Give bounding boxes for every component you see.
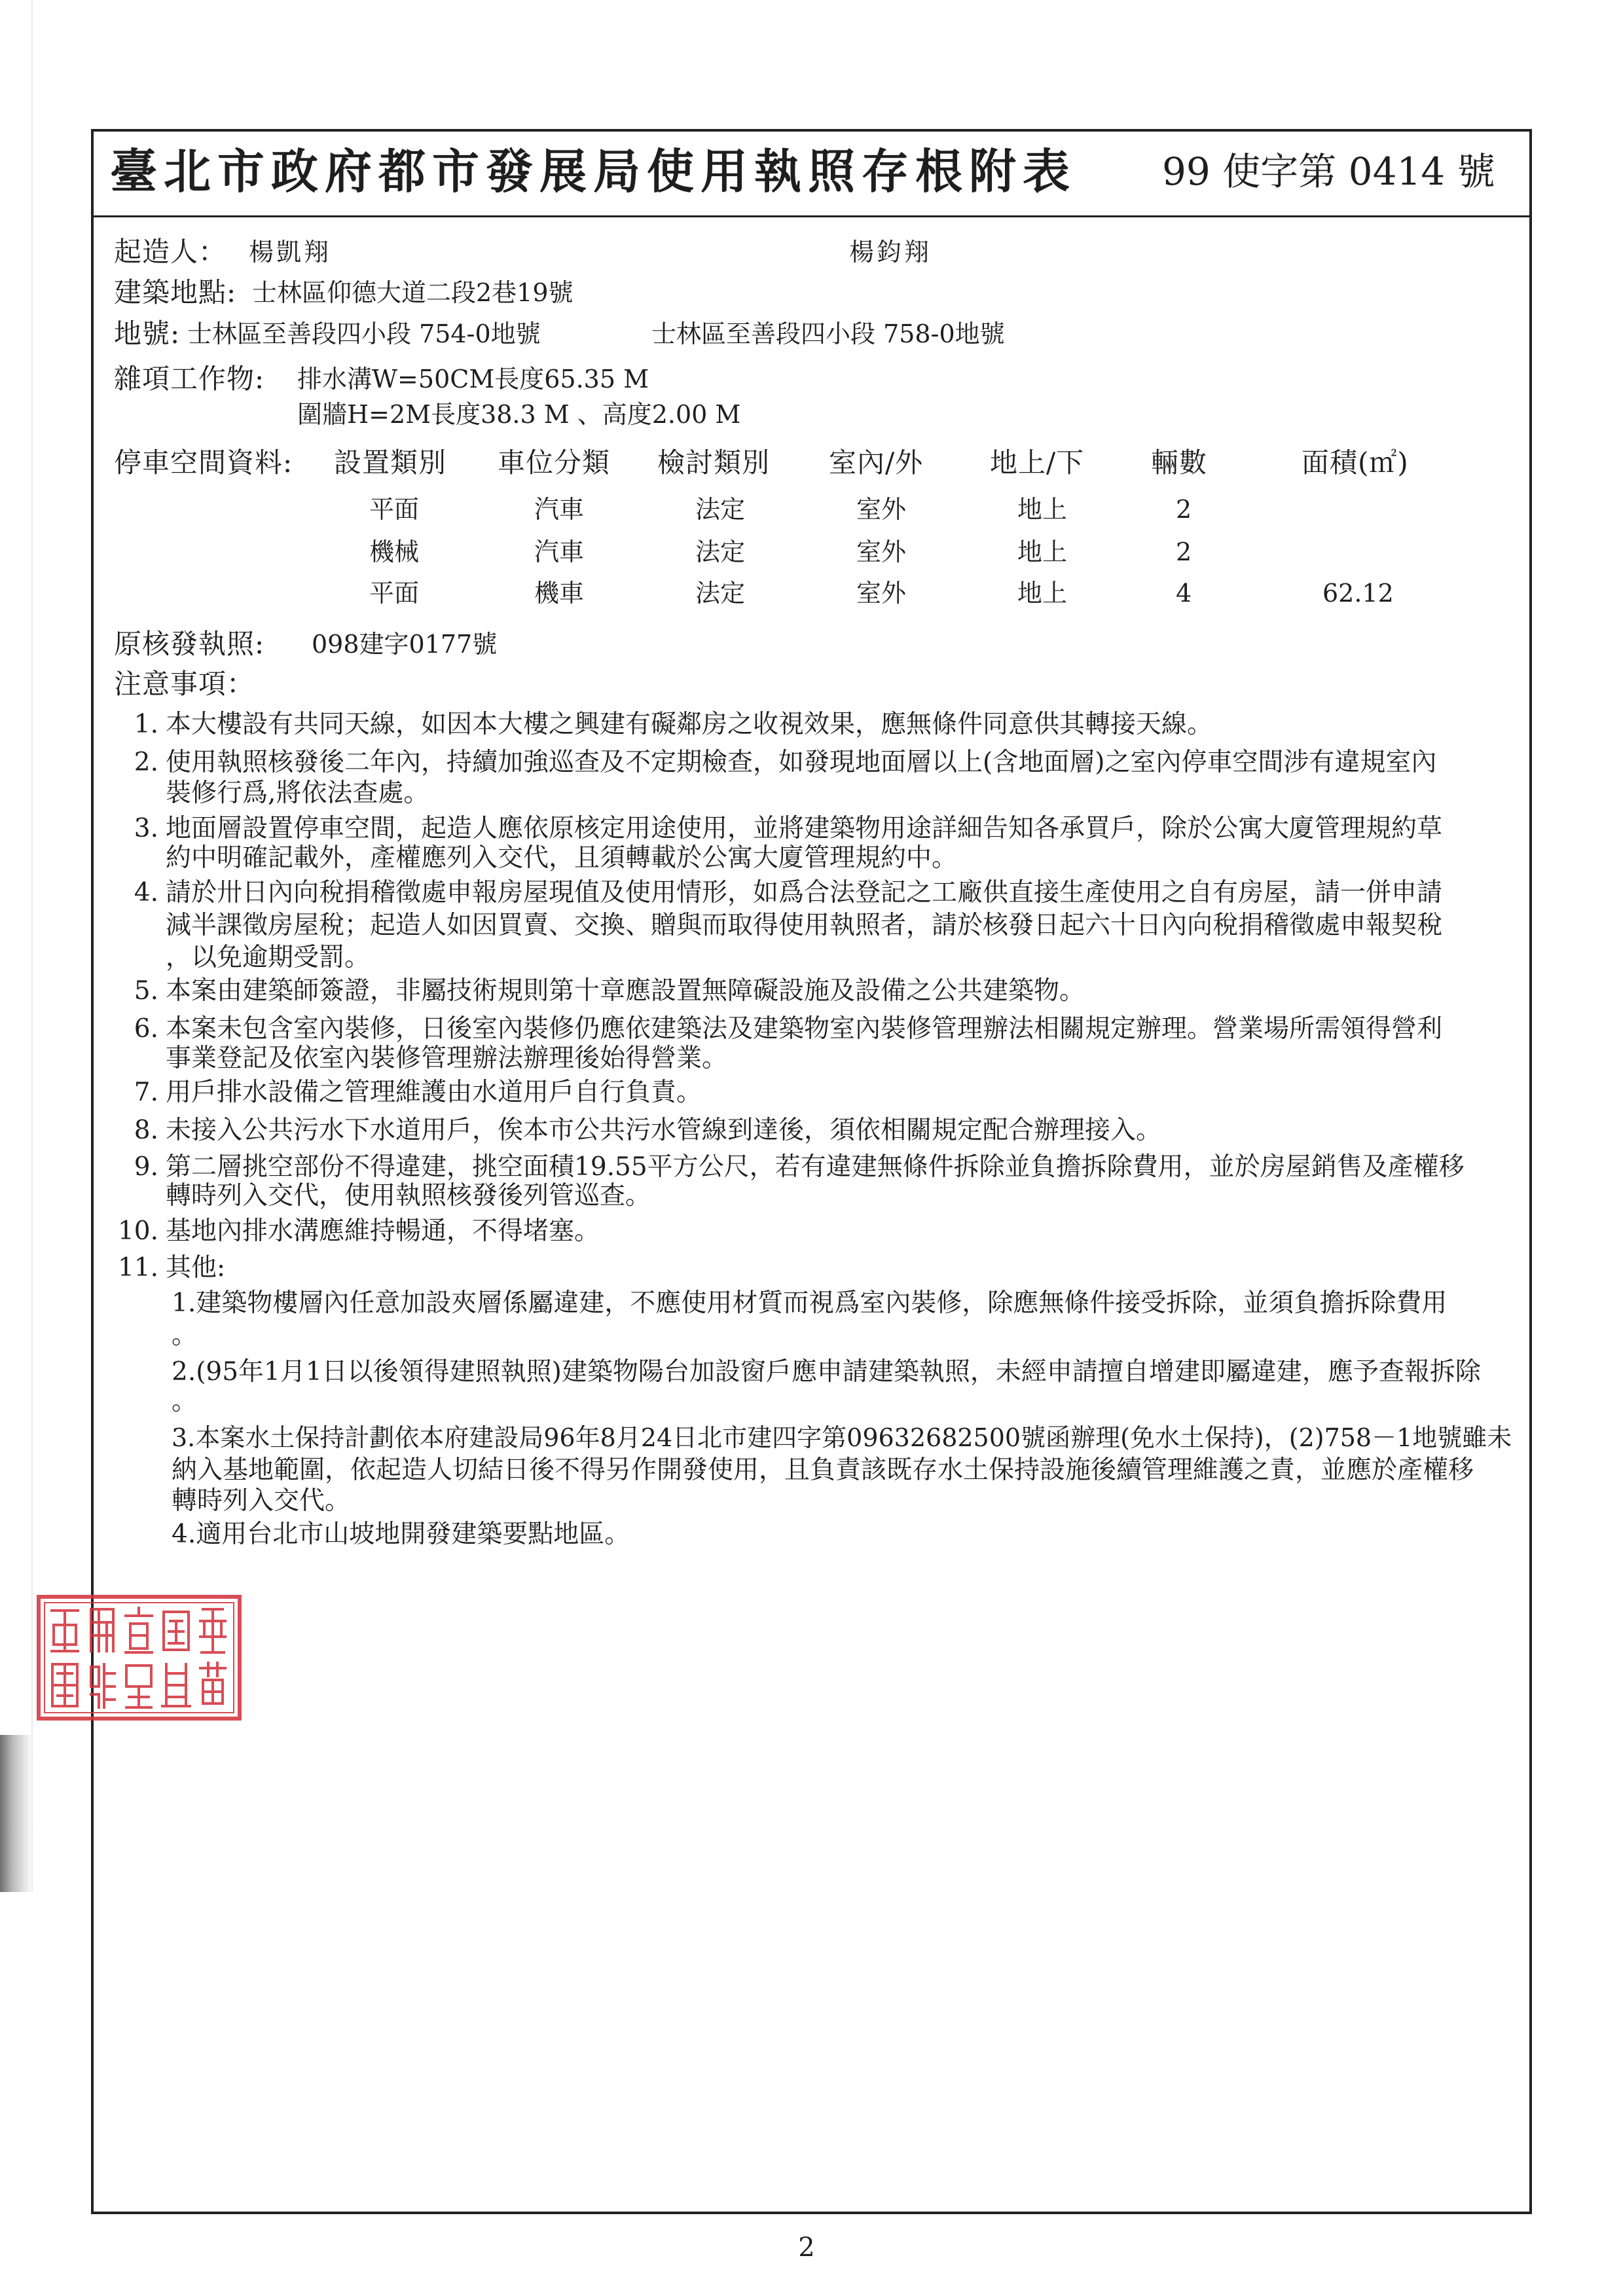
note-number: 7. — [134, 1078, 158, 1107]
parking-cell — [1322, 535, 1506, 569]
parking-cell: 4 — [1176, 579, 1192, 608]
parking-cell: 2 — [1176, 538, 1192, 566]
parking-cell: 機械 — [369, 538, 420, 566]
note-line: ，以免逾期受罰。 — [166, 943, 371, 972]
other-item-line: 1.建築物樓層內任意加設夾層係屬違建，不應使用材質而視爲室內裝修，除應無條件接受拆除，並須負擔拆除費用 — [172, 1288, 1448, 1318]
parking-cell: 地上 — [1017, 495, 1068, 524]
seal-glyph — [52, 1611, 78, 1651]
site-address-label: 建築地點: — [114, 276, 237, 308]
note-line: 裝修行爲,將依法查處。 — [166, 778, 429, 808]
other-item-line: 納入基地範圍，依起造人切結日後不得另作開發使用，且負責該既存水土保持設施後續管理維護之責，並應於產權移 — [172, 1455, 1474, 1485]
note-line: 用戶排水設備之管理維護由水道用戶自行負責。 — [166, 1078, 702, 1107]
note-line: 轉時列入交代，使用執照核發後列管巡查。 — [166, 1181, 651, 1211]
lot-number-label: 地號: — [114, 318, 181, 350]
parking-cell: 平面 — [369, 495, 420, 524]
seal-glyph — [126, 1666, 151, 1707]
note-line: 事業登記及依室內裝修管理辦法辦理後始得營業。 — [166, 1044, 728, 1073]
parking-header-category: 車位分類 — [498, 446, 611, 479]
parking-cell: 室外 — [856, 579, 907, 608]
parking-cell — [1322, 492, 1506, 526]
note-number: 8. — [134, 1116, 158, 1145]
parking-cell: 地上 — [1017, 579, 1068, 608]
note-number: 10. — [117, 1216, 158, 1246]
note-line: 請於卅日內向稅捐稽徵處申報房屋現值及使用情形，如爲合法登記之工廠供直接生產使用之自有房屋，請一併申請 — [166, 878, 1443, 907]
note-line: 第二層挑空部份不得違建，挑空面積19.55平方公尺，若有違建無條件拆除並負擔拆除費用，並於房屋銷售及產權移 — [166, 1152, 1465, 1182]
parking-cell: 汽車 — [534, 495, 585, 524]
document-title: 臺北市政府都市發展局使用執照存根附表 — [110, 143, 1077, 199]
site-address: 士林區仰德大道二段2巷19號 — [252, 278, 574, 307]
parking-cell: 62.12 — [1322, 579, 1394, 608]
builder-name: 楊鈞翔 — [849, 238, 932, 266]
note-line: 基地內排水溝應維持暢通，不得堵塞。 — [166, 1216, 600, 1246]
lot-number: 士林區至善段四小段 754-0地號 — [187, 319, 541, 348]
builder-label: 起造人： — [114, 236, 227, 268]
scan-edge-shadow — [0, 1735, 33, 1892]
seal-glyph — [162, 1664, 190, 1706]
note-number: 3. — [134, 814, 158, 843]
parking-cell: 地上 — [1017, 538, 1068, 566]
builder-name: 楊凱翔 — [249, 238, 332, 266]
parking-header-area: 面積(㎡) — [1302, 446, 1409, 479]
note-line: 其他: — [166, 1253, 226, 1283]
parking-cell: 法定 — [695, 579, 746, 608]
note-number: 2. — [134, 748, 158, 777]
parking-header-above-below: 地上/下 — [990, 446, 1085, 479]
seal-glyph — [52, 1664, 77, 1706]
parking-cell: 機車 — [534, 579, 585, 608]
parking-header-indoor-outdoor: 室內/外 — [829, 446, 924, 479]
note-line: 本案由建築師簽證，非屬技術規則第十章應設置無障礙設施及設備之公共建築物。 — [166, 976, 1085, 1006]
title-divider — [91, 215, 1532, 217]
original-license-number: 098建字0177號 — [312, 630, 498, 659]
misc-works-label: 雜項工作物: — [114, 363, 265, 395]
parking-header-count: 輛數 — [1151, 446, 1208, 479]
other-item-line: 2.(95年1月1日以後領得建照執照)建築物陽台加設窗戶應申請建築執照，未經申請擅自增建即屬違建，應予查報拆除 — [172, 1357, 1481, 1387]
note-number: 4. — [134, 878, 158, 907]
seal-glyph — [200, 1609, 225, 1652]
note-number: 11. — [117, 1253, 158, 1283]
parking-header-review: 檢討類別 — [657, 446, 771, 479]
parking-label: 停車空間資料: — [114, 446, 293, 479]
scan-edge-line — [31, 0, 33, 1892]
other-item-line: 3.本案水土保持計劃依本府建設局96年8月24日北市建四字第09632682500號函辦理(免水土保持)，(2)758－1地號雖未 — [172, 1423, 1512, 1452]
other-item-line: 。 — [172, 1387, 198, 1416]
note-line: 減半課徵房屋稅；起造人如因買賣、交換、贈與而取得使用執照者，請於核發日起六十日內向稅捐稽徵處申報契稅 — [166, 911, 1443, 940]
parking-cell: 2 — [1176, 495, 1192, 524]
note-line: 約中明確記載外，產權應列入交代，且須轉載於公寓大廈管理規約中。 — [166, 843, 958, 873]
parking-cell: 平面 — [369, 579, 420, 608]
seal-glyph — [91, 1664, 115, 1707]
lot-number: 士林區至善段四小段 758-0地號 — [651, 319, 1005, 348]
misc-works-line: 圍牆H=2M長度38.3 M 、高度2.00 M — [297, 400, 741, 429]
page-number: 2 — [798, 2232, 815, 2263]
note-number: 1. — [134, 710, 158, 739]
original-license-label: 原核發執照: — [114, 628, 265, 660]
note-number: 5. — [134, 976, 158, 1006]
seal-glyph — [126, 1608, 152, 1652]
other-item-line: 。 — [172, 1321, 198, 1350]
other-item-line: 4.適用台北市山坡地開發建築要點地區。 — [172, 1520, 630, 1549]
seal-glyph — [91, 1609, 113, 1651]
seal-glyph — [200, 1663, 225, 1704]
misc-works-line: 排水溝W=50CM長度65.35 M — [297, 365, 649, 393]
note-number: 9. — [134, 1152, 158, 1182]
other-item-line: 轉時列入交代。 — [172, 1486, 351, 1516]
parking-cell: 法定 — [695, 495, 746, 524]
parking-cell: 法定 — [695, 538, 746, 566]
note-line: 地面層設置停車空間，起造人應依原核定用途使用，並將建築物用途詳細告知各承買戶，除於公寓大廈管理規約草 — [166, 814, 1443, 843]
parking-cell: 室外 — [856, 538, 907, 566]
seal-glyph — [164, 1612, 189, 1650]
note-line: 本案未包含室內裝修，日後室內裝修仍應依建築法及建築物室內裝修管理辦法相關規定辦理。營業場所需領得營利 — [166, 1014, 1443, 1044]
parking-header-type: 設置類別 — [334, 446, 447, 479]
note-line: 使用執照核發後二年內，持續加強巡查及不定期檢查，如發現地面層以上(含地面層)之室內停車空間涉有違規室內 — [166, 748, 1437, 777]
official-seal-stamp — [35, 1594, 243, 1722]
note-line: 本大樓設有共同天線，如因本大樓之興建有礙鄰房之收視效果，應無條件同意供其轉接天線。 — [166, 710, 1213, 739]
parking-cell: 汽車 — [534, 538, 585, 566]
parking-cell: 室外 — [856, 495, 907, 524]
note-number: 6. — [134, 1014, 158, 1044]
note-line: 未接入公共污水下水道用戶，俟本市公共污水管線到達後，須依相關規定配合辦理接入。 — [166, 1116, 1162, 1145]
notes-heading: 注意事項： — [114, 668, 255, 700]
permit-number: 99 使字第 0414 號 — [1162, 149, 1495, 194]
